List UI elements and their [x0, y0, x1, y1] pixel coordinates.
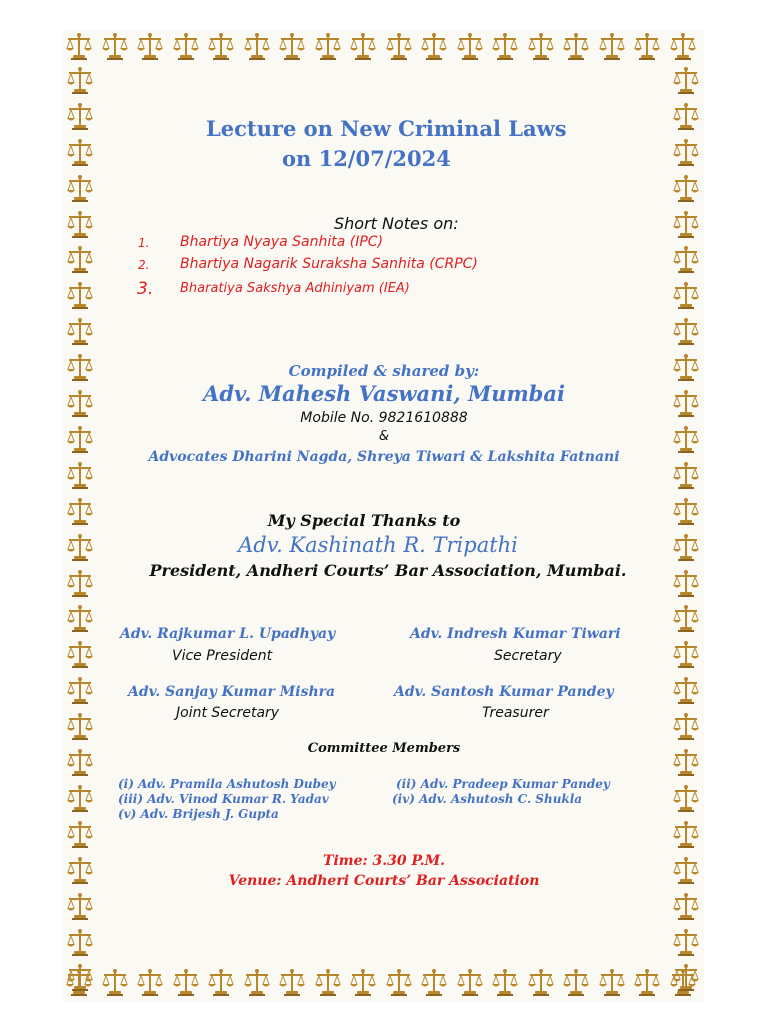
committee-member: (ii) Adv. Pradeep Kumar Pandey [396, 777, 610, 791]
scales-of-justice-icon [632, 32, 662, 62]
scales-of-justice-icon [671, 569, 701, 599]
scales-of-justice-icon [671, 533, 701, 563]
officer-role: Secretary [494, 648, 562, 664]
scales-of-justice-icon [65, 245, 95, 275]
scales-of-justice-icon [671, 497, 701, 527]
officer-name: Adv. Santosh Kumar Pandey [394, 684, 614, 700]
scales-of-justice-icon [384, 968, 414, 998]
committee-member: (i) Adv. Pramila Ashutosh Dubey [118, 777, 336, 791]
officer-role: Vice President [172, 648, 273, 664]
scales-of-justice-icon [242, 32, 272, 62]
event-venue: Venue: Andheri Courts’ Bar Association [228, 873, 540, 889]
scales-of-justice-icon [671, 245, 701, 275]
scales-of-justice-icon [65, 712, 95, 742]
title-line-1: Lecture on New Criminal Laws [206, 116, 567, 141]
scales-of-justice-icon [455, 968, 485, 998]
scales-of-justice-icon [671, 461, 701, 491]
scales-of-justice-icon [65, 66, 95, 96]
ampersand: & [378, 429, 390, 444]
scales-of-justice-icon [206, 968, 236, 998]
committee-member: (iii) Adv. Vinod Kumar R. Yadav [118, 792, 329, 806]
scales-of-justice-icon [671, 784, 701, 814]
scales-of-justice-icon [671, 640, 701, 670]
thanks-role [108, 561, 668, 580]
border-right [668, 30, 704, 1002]
scales-of-justice-icon [632, 968, 662, 998]
notes-item-text: Bharatiya Sakshya Adhiniyam (IEA) [180, 281, 410, 296]
scales-of-justice-icon [313, 32, 343, 62]
notes-item-number: 2. [138, 258, 150, 272]
scales-of-justice-icon [277, 32, 307, 62]
officer-role: Treasurer [482, 705, 549, 721]
scales-of-justice-icon [65, 138, 95, 168]
scales-of-justice-icon [671, 425, 701, 455]
scales-of-justice-icon [526, 32, 556, 62]
scales-of-justice-icon [671, 138, 701, 168]
scales-of-justice-icon [65, 317, 95, 347]
scales-of-justice-icon [671, 66, 701, 96]
scales-of-justice-icon [597, 32, 627, 62]
scales-of-justice-icon [65, 928, 95, 958]
scales-of-justice-icon [65, 604, 95, 634]
scales-of-justice-icon [65, 856, 95, 886]
scales-of-justice-icon [171, 968, 201, 998]
scales-of-justice-icon [671, 604, 701, 634]
notes-item-text: Bhartiya Nyaya Sanhita (IPC) [180, 234, 384, 250]
scales-of-justice-icon [65, 640, 95, 670]
scales-of-justice-icon [671, 928, 701, 958]
compiler-mobile: Mobile No. 9821610888 [300, 410, 468, 426]
scales-of-justice-icon [348, 32, 378, 62]
scales-of-justice-icon [100, 32, 130, 62]
thanks-name: Adv. Kashinath R. Tripathi [238, 533, 518, 557]
border-top [62, 30, 704, 64]
scales-of-justice-icon [206, 32, 236, 62]
scales-of-justice-icon [65, 892, 95, 922]
notes-item-number: 1. [138, 236, 150, 250]
scales-of-justice-icon [561, 968, 591, 998]
scales-of-justice-icon [65, 533, 95, 563]
scales-of-justice-icon [65, 281, 95, 311]
title-line-2: on 12/07/2024 [282, 146, 451, 171]
scales-of-justice-icon [671, 317, 701, 347]
scales-of-justice-icon [671, 892, 701, 922]
scales-of-justice-icon [65, 820, 95, 850]
compiler-name: Adv. Mahesh Vaswani, Mumbai [203, 381, 565, 406]
border-bottom [62, 966, 704, 1000]
notes-item-text: Bhartiya Nagarik Suraksha Sanhita (CRPC) [180, 256, 478, 272]
scales-of-justice-icon [671, 174, 701, 204]
scales-of-justice-icon [671, 676, 701, 706]
scales-of-justice-icon [313, 968, 343, 998]
scales-of-justice-icon [65, 353, 95, 383]
officer-name: Adv. Rajkumar L. Upadhyay [120, 626, 336, 642]
scales-of-justice-icon [348, 968, 378, 998]
scales-of-justice-icon [671, 210, 701, 240]
scales-of-justice-icon [526, 968, 556, 998]
scales-of-justice-icon [65, 174, 95, 204]
compiled-label: Compiled & shared by: [288, 362, 480, 380]
scales-of-justice-icon [135, 968, 165, 998]
scales-of-justice-icon [419, 968, 449, 998]
scales-of-justice-icon [65, 102, 95, 132]
scales-of-justice-icon [277, 968, 307, 998]
scales-of-justice-icon [65, 784, 95, 814]
scales-of-justice-icon [65, 425, 95, 455]
scales-of-justice-icon [455, 32, 485, 62]
scales-of-justice-icon [135, 32, 165, 62]
scales-of-justice-icon [671, 389, 701, 419]
scales-of-justice-icon [65, 748, 95, 778]
scales-of-justice-icon [65, 963, 95, 993]
scales-of-justice-icon [671, 353, 701, 383]
scales-of-justice-icon [65, 569, 95, 599]
scales-of-justice-icon [65, 461, 95, 491]
scales-of-justice-icon [100, 968, 130, 998]
border-left [62, 30, 98, 1002]
scales-of-justice-icon [490, 32, 520, 62]
officer-name: Adv. Indresh Kumar Tiwari [410, 626, 621, 642]
scales-of-justice-icon [671, 748, 701, 778]
scales-of-justice-icon [490, 968, 520, 998]
co-advocates: Advocates Dharini Nagda, Shreya Tiwari & Lakshita Fatnani [148, 449, 620, 465]
officer-role: Joint Secretary [176, 705, 280, 721]
scales-of-justice-icon [671, 281, 701, 311]
scales-of-justice-icon [242, 968, 272, 998]
scales-of-justice-icon [671, 963, 701, 993]
scales-of-justice-icon [65, 497, 95, 527]
scales-of-justice-icon [671, 856, 701, 886]
committee-member: (iv) Adv. Ashutosh C. Shukla [392, 792, 583, 806]
scales-of-justice-icon [597, 968, 627, 998]
scales-of-justice-icon [671, 712, 701, 742]
thanks-label: My Special Thanks to [267, 511, 461, 530]
scales-of-justice-icon [384, 32, 414, 62]
scales-of-justice-icon [671, 820, 701, 850]
scales-of-justice-icon [65, 210, 95, 240]
scales-of-justice-icon [419, 32, 449, 62]
scales-of-justice-icon [171, 32, 201, 62]
thanks-role-title: President [149, 561, 236, 580]
event-time: Time: 3.30 P.M. [323, 853, 445, 869]
thanks-role-rest: , Andheri Courts’ Bar Association, Mumbai. [235, 561, 627, 580]
committee-member: (v) Adv. Brijesh J. Gupta [118, 807, 279, 821]
notes-heading: Short Notes on: [334, 214, 459, 233]
committee-heading: Committee Members [307, 741, 461, 756]
scales-of-justice-icon [65, 676, 95, 706]
scales-of-justice-icon [671, 102, 701, 132]
officer-name: Adv. Sanjay Kumar Mishra [128, 684, 336, 700]
scales-of-justice-icon [65, 389, 95, 419]
scales-of-justice-icon [561, 32, 591, 62]
notes-item-number: 3. [137, 279, 154, 299]
